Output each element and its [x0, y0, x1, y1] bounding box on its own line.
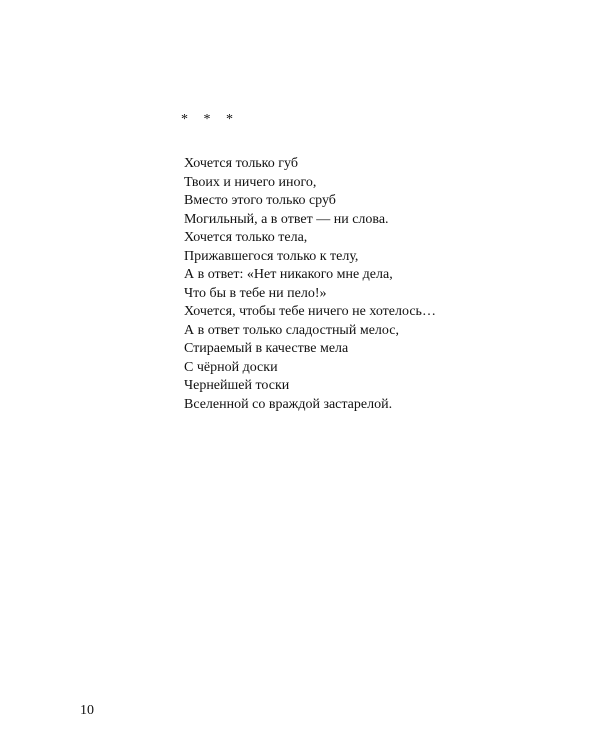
section-separator: * * * [181, 112, 239, 127]
poem-line: Стираемый в качестве мела [184, 341, 349, 356]
page-number: 10 [80, 703, 94, 718]
poem-line: Хочется только тела, [184, 230, 308, 245]
poem-line: Хочется, чтобы тебе ничего не хотелось… [184, 304, 436, 319]
poem [184, 155, 436, 414]
poem-line: Хочется только губ [184, 156, 298, 171]
poem-line: Чернейшей тоски [184, 378, 290, 393]
poem-line: А в ответ: «Нет никакого мне дела, [184, 267, 393, 282]
poem-line: С чёрной доски [184, 359, 278, 375]
poem-line: Вселенной со враждой застарелой. [184, 396, 393, 412]
poem-line: Вместо этого только сруб [184, 193, 336, 208]
poem-line: А в ответ только сладостный мелос, [184, 322, 399, 338]
poem-line: Могильный, а в ответ — ни слова. [184, 211, 389, 227]
poem-line: Что бы в тебе ни пело!» [184, 285, 327, 301]
poem-line: Прижавшегося только к телу, [184, 248, 359, 264]
poem-line: Твоих и ничего иного, [184, 174, 317, 190]
